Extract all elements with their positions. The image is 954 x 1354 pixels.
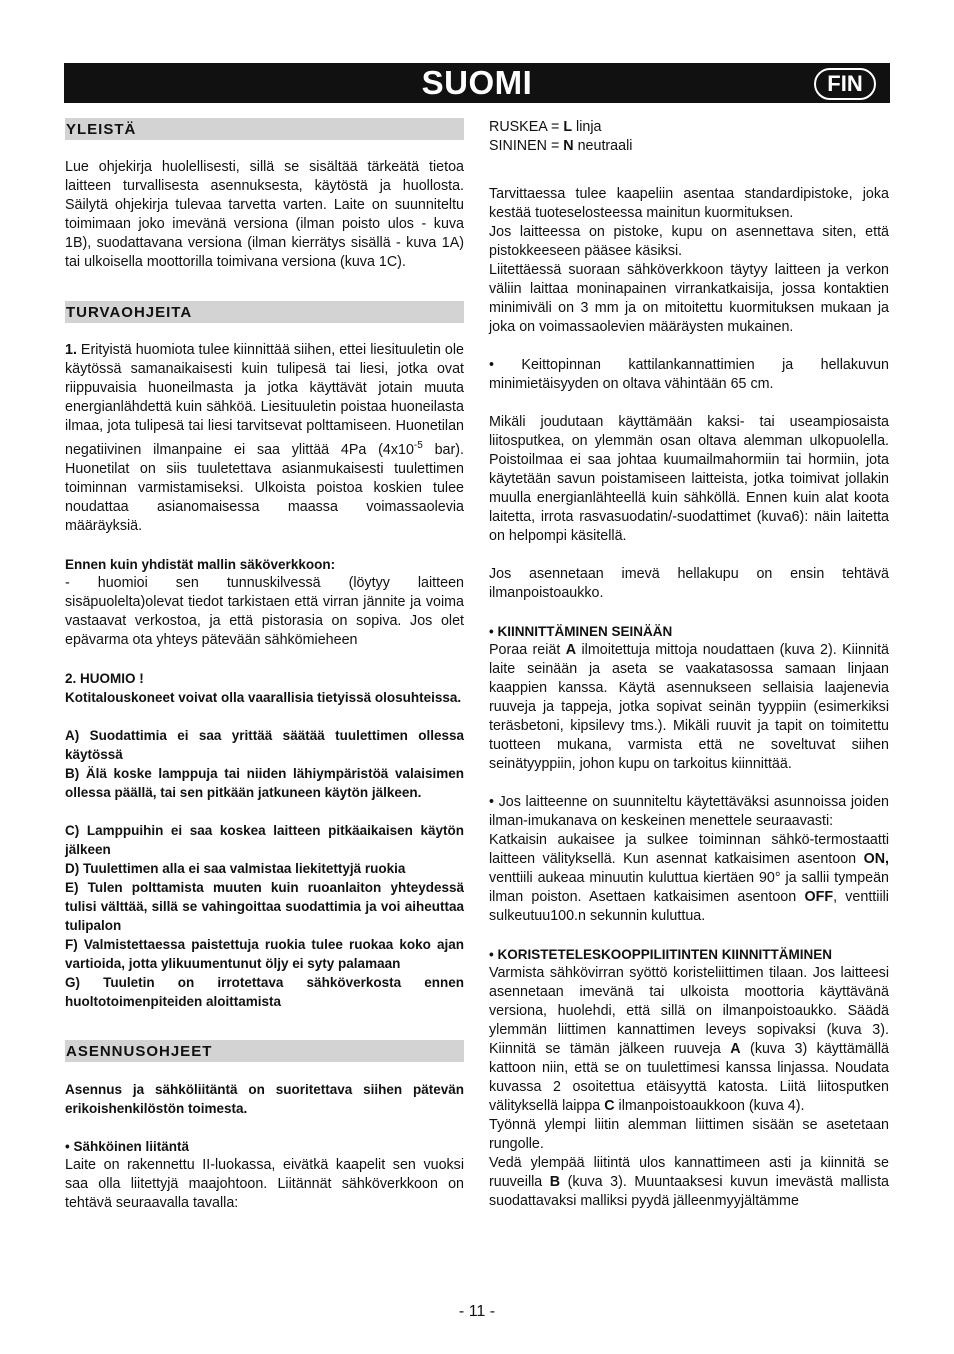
- switch-paragraph: Liitettäessä suoraan sähköverkkoon täytyy laitteen ja verkon väliin laittaa moninapainen virrankatkaisija, jossa kontaktien minimiväli on 3 mm ja on mitoitettu kuormituksen mukaan ja joka on voimassaolevien määräysten mukainen.: [489, 262, 889, 335]
- warning-paragraph: Kotitalouskoneet voivat olla vaarallisia tietyissä olosuhteissa.: [65, 689, 462, 705]
- text: (kuva 3). Muuntaaksesi kuvun imevästä mallista suodattavaksi malliksi pyydä jälleenmyyjältämme: [489, 1174, 889, 1209]
- right-column: [489, 118, 889, 1211]
- wire-label: SININEN =: [489, 138, 564, 154]
- text: , venttiili sulkeutuu100.n sekunnin kuluttua.: [489, 889, 889, 924]
- text: ilmoitettuja mittoja noudattaen (kuva 2). Kiinnitä laite seinään ja aseta se vaakatasossa samaan linjaan kaappien kanssa. Käytä asennukseen sellaisia laajenevia ruuveja ja tappeja, jotka sopivat seinän tyyppiin (esimerkiksi teräsbetoni, kipsilevy tms.). Mikäli ruuvit ja tapit on toimitettu tuotteen mukana, varmista että ne soveltuvat siihen seinätyyppiin, johon kupu on tarkoitus kiinnittää.: [489, 642, 889, 772]
- distance-paragraph: • Keittopinnan kattilankannattimien ja hellakuvun minimietäisyyden on oltava vähintään 65 cm.: [489, 357, 889, 392]
- telescopic-paragraph: [489, 964, 889, 1116]
- ref-a: A: [730, 1041, 741, 1057]
- page-banner: [64, 63, 890, 103]
- plug-paragraph: Tarvittaessa tulee kaapeliin asentaa standardipistoke, joka kestää tuoteselosteessa mainitun kuormituksen.: [489, 186, 889, 221]
- text: Katkaisin aukaisee ja sulkee toiminnan sähkö-termostaatti laitteen välityksellä. Kun asennat katkaisimen asentoon: [489, 832, 889, 867]
- safety-text-a: Erityistä huomiota tulee kiinnittää siihen, ettei liesituuletin ole käytössä samanaikaisesti kuin tulipesä tai liesi, jotka ovat riippuvaisia huoneilmasta ja jotka käyttävät jotain muuta energianlähdettä kuin sähköä. Liesituuletin poistaa huoneilasta ilmaa, jota tulipesä tai liesi tarvitsevat polttamiseen. Huonetilan negatiivinen ilmanpaine ei saa ylittää 4Pa (4x10: [65, 342, 464, 458]
- thermostat-paragraph: [489, 831, 889, 926]
- subheading-warning: 2. HUOMIO !: [65, 670, 144, 686]
- installation-intro: Asennus ja sähköliitäntä on suoritettava siihen pätevän erikoishenkilöstön toimesta.: [65, 1081, 464, 1116]
- wire-desc: linja: [572, 119, 602, 135]
- text: Vedä ylempää liitintä ulos kannattimeen asti ja kiinnitä se ruuveilla: [489, 1155, 889, 1190]
- text: Poraa reiät: [489, 642, 566, 658]
- safety-text-b: bar). Huonetilat on siis tuuletettava asianmukaisesti tuulettimen toiminnan varmistamiseksi. Ulkoista poistoa koskien tulee noudattaa asianomaisessa maassa voimassaolevia määräyksiä.: [65, 441, 464, 534]
- page-number: - 11 -: [458, 1303, 496, 1320]
- safety-paragraph-2: - huomioi sen tunnuskilvessä (löytyy laitteen sisäpuolelta)olevat tiedot tarkistaen että virran jännite ja voima vastaavat verkostoa, ja että pistorasia on sopiva. Jos olet epävarma ota yhteys pätevään sähkömieheen: [65, 574, 464, 648]
- section-heading-asennusohjeet: ASENNUSOHJEET: [65, 1040, 464, 1062]
- item-number: 1.: [65, 342, 77, 358]
- text: ilmanpoistoaukkoon (kuva 4).: [614, 1098, 805, 1114]
- exponent: -5: [413, 440, 423, 451]
- wall-mount-paragraph: [489, 641, 889, 774]
- subheading-wall-mount: • KIINNITTÄMINEN SEINÄÄN: [489, 624, 673, 639]
- wire-code: N: [563, 138, 574, 154]
- section-heading-turvaohjeita: TURVAOHJEITA: [65, 301, 464, 323]
- central-duct-paragraph: • Jos laitteenne on suunniteltu käytettäväksi asunnoissa joiden ilman-imukanava on keskeinen menettele seuraavasti:: [489, 794, 889, 829]
- electrical-paragraph: Laite on rakennettu II-luokassa, eivätkä kaapelit sen vuoksi saa olla liitettyjä maajohtoon. Liitännät sähköverkkoon on tehtävä seuraavalla tavalla:: [65, 1156, 464, 1211]
- exhaust-paragraph: Jos asennetaan imevä hellakupu on ensin tehtävä ilmanpoistoaukko.: [489, 566, 889, 601]
- wire-label: RUSKEA =: [489, 119, 564, 135]
- wire-code: L: [563, 119, 573, 135]
- general-paragraph: Lue ohjekirja huolellisesti, sillä se sisältää tärkeätä tietoa laitteen turvallisesta asennuksesta, käytöstä ja huollosta. Säilytä ohjekirja tulevaa tarvetta varten. Laite on suunniteltu toimimaan joko imevänä versiona (ilman poisto ulos - kuva 1B), suodattavana versiona (ilman kierrätys sisällä - kuva 1A) tai ulkoisella moottorilla toimivana versiona (kuva 1C).: [65, 159, 464, 270]
- pull-paragraph: [489, 1154, 889, 1211]
- push-paragraph: Työnnä ylempi liitin alemman liittimen sisään se asetetaan rungolle.: [489, 1117, 889, 1152]
- warning-item-b: B) Älä koske lamppuja tai niiden lähiympäristöä valaisimen ollessa päällä, tai sen pitkään jatkuneen käytön jälkeen.: [65, 765, 464, 800]
- wire-brown-line: [489, 118, 889, 137]
- subheading-electrical: • Sähköinen liitäntä: [65, 1138, 189, 1154]
- warning-item-c: C) Lamppuihin ei saa koskea laitteen pitkäaikaisen käytön jälkeen: [65, 822, 464, 857]
- text: (kuva 3) käyttämällä kattoon niin, että se on tuulettimesi kanssa linjassa. Noudata kuvassa 2 osoitettua etäisyyttä katosta. Liitä liitosputken välityksellä laippa: [489, 1041, 889, 1114]
- subheading-telescopic: • KORISTETELESKOOPPILIITINTEN KIINNITTÄMINEN: [489, 947, 832, 962]
- left-column: [65, 118, 464, 1213]
- ref-a: A: [565, 642, 577, 658]
- wire-desc: neutraali: [573, 138, 633, 154]
- plug-access-paragraph: Jos laitteessa on pistoke, kupu on asennettava siten, että pistokkeeseen pääsee käsiksi.: [489, 224, 889, 259]
- duct-paragraph: Mikäli joudutaan käyttämään kaksi- tai useampiosaista liitosputkea, on ylemmän osan oltava alemman ulkopuolella. Poistoilmaa ei saa johtaa kuumailmahormiin tai hormiin, jota käytetään savun poistamiseen laitteista, jotka toimivat jollakin muulla energianlähteellä kuin sähköllä. Ennen kuin alat koota laitetta, irrota rasvasuodatin/-suodattimet (kuva6): näin laitetta on helpompi käsitellä.: [489, 414, 889, 544]
- ref-b: B: [549, 1174, 561, 1190]
- off-label: OFF: [804, 889, 834, 905]
- language-badge: FIN: [814, 68, 876, 100]
- warning-item-a: A) Suodattimia ei saa yrittää säätää tuulettimen ollessa käytössä: [65, 727, 464, 762]
- safety-paragraph-1: [65, 341, 464, 536]
- warning-item-e: E) Tulen polttamista muuten kuin ruoanlaiton yhteydessä tulisi välttää, sillä se vahingoittaa suodattimia ja voi aiheuttaa tulipalon: [65, 879, 464, 933]
- text: venttiili aukeaa minuutin kuluttua kiertäen 90° ja sallii tympeän ilman poiston. Asettaen katkaisimen asentoon: [489, 870, 889, 905]
- warning-item-g: G) Tuuletin on irrotettava sähköverkosta ennen huoltotoimenpiteiden aloittamista: [65, 974, 464, 1009]
- text: Varmista sähkövirran syöttö koristeliittimen tilaan. Jos laitteesi asennetaan imevänä tai ulkoista moottoria käyttävänä versiona, huolehdi, että sillä on ilmanpoistoaukko. Säädä ylemmän liittimen kannattimen leveys sopivaksi (kuva 3). Kiinnitä se tämän jälkeen ruuveja: [489, 965, 889, 1057]
- wire-blue-line: [489, 137, 889, 156]
- warning-item-d: D) Tuulettimen alla ei saa valmistaa liekitettyjä ruokia: [65, 860, 406, 876]
- subheading-before-connect: Ennen kuin yhdistät mallin säköverkkoon:: [65, 556, 336, 572]
- section-heading-yleista: YLEISTÄ: [65, 118, 464, 140]
- warning-item-f: F) Valmistettaessa paistettuja ruokia tulee ruokaa koko ajan vartioida, jotta ylikuumentunut öljy ei syty palamaan: [65, 936, 464, 971]
- on-label: ON,: [863, 851, 889, 867]
- page-title: SUOMI: [421, 64, 533, 101]
- ref-c: C: [604, 1098, 615, 1114]
